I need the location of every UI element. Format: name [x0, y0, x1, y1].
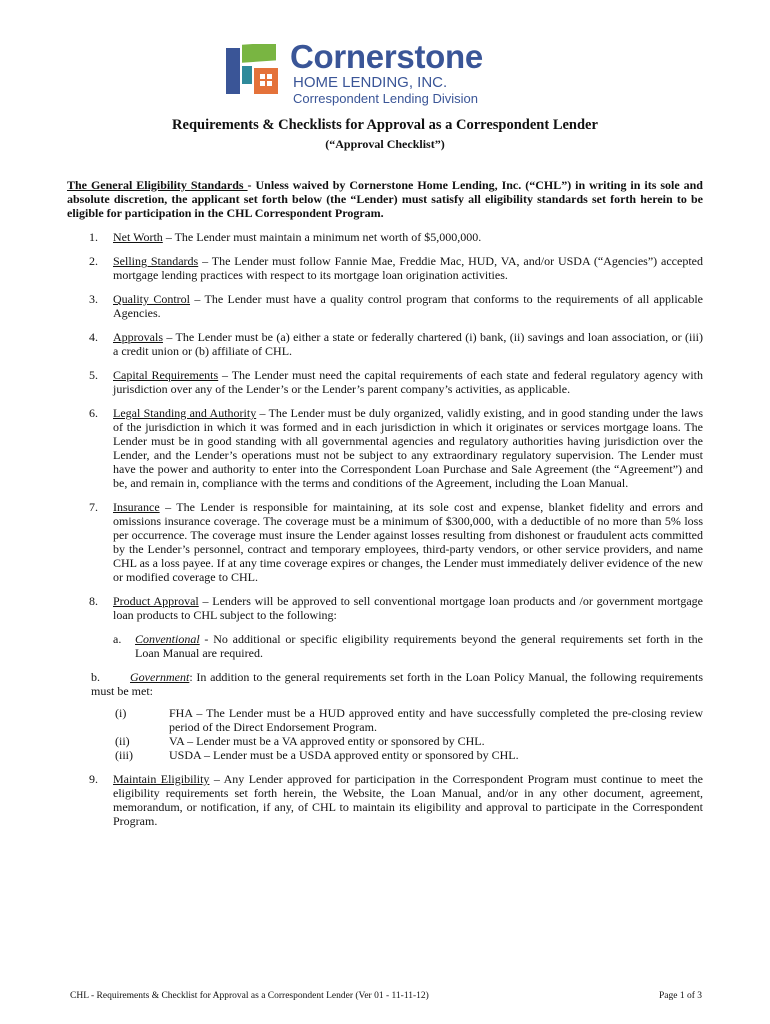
- item-number: 4.: [89, 330, 98, 344]
- requirements-list: [67, 230, 703, 828]
- list-item: [113, 734, 703, 748]
- document-title: Requirements & Checklists for Approval as a Correspondent Lender: [172, 117, 598, 133]
- product-government: [91, 670, 703, 698]
- item-number: 8.: [89, 594, 98, 608]
- item-text: – The Lender must be (a) either a state or federally chartered (i) bank, (ii) savings and loan association, or (iii) a credit union or (b) affiliate of CHL.: [113, 330, 703, 358]
- list-item: [67, 368, 703, 396]
- intro-text: - Unless waived by Cornerstone Home Lending, Inc. (“CHL”) in writing in its sole and absolute discretion, the applicant set forth below (the “Lender) must satisfy all eligibility standards set forth herein to be eligible for participation in the CHL Correspondent Program.: [67, 178, 703, 220]
- sub-text: - No additional or specific eligibility requirements beyond the general requirements set forth in the Loan Manual are required.: [135, 632, 703, 660]
- page-footer: [70, 991, 702, 1001]
- item-number: 9.: [89, 772, 98, 786]
- company-logo: [224, 40, 534, 106]
- item-text: – The Lender must maintain a minimum net worth of $5,000,000.: [162, 230, 482, 244]
- item-number: 2.: [89, 254, 98, 268]
- intro-heading: The General Eligibility Standards: [67, 178, 248, 192]
- intro-paragraph: [67, 178, 703, 220]
- item-text: – Any Lender approved for participation in the Correspondent Program must continue to meet the eligibility requirements set forth herein, the Website, the Loan Manual, and/or in any other document, agreement, memorandum, or notification, if any, of CHL to maintain its eligibility and approval to participate in the Correspondent Program.: [113, 772, 703, 828]
- logo-wordmark: [290, 40, 483, 106]
- item-number: 1.: [89, 230, 98, 244]
- list-item: [67, 292, 703, 320]
- list-item: [67, 594, 703, 762]
- product-conventional: [113, 632, 703, 660]
- government-requirements: [113, 706, 703, 762]
- roman-label: (i): [115, 706, 127, 720]
- sub-label: b.: [91, 670, 100, 684]
- item-term: Maintain Eligibility: [113, 772, 210, 786]
- sub-label: a.: [113, 632, 122, 646]
- list-item: [113, 748, 703, 762]
- logo-brand: Cornerstone: [290, 38, 483, 75]
- item-term: Product Approval: [113, 594, 199, 608]
- sub-text: : In addition to the general requirements set forth in the Loan Policy Manual, the following requirements must be met:: [91, 670, 703, 698]
- item-text: – The Lender must have a quality control program that conforms to the requirements of all applicable Agencies.: [113, 292, 703, 320]
- item-term: Capital Requirements: [113, 368, 219, 382]
- item-text: – The Lender is responsible for maintaining, at its sole cost and expense, blanket fidelity and errors and omissions insurance coverage. The coverage must be a minimum of $300,000, with a deductible of no more than 5% loss per occurrence. The coverage must insure the Lender against losses resulting from dishonest or fraudulent acts committed by the Lender’s personnel, contract and temporary employees, third-party vendors, or other service providers, and name CHL as a loss payee. If at any time coverage expires or changes, the Lender must immediately deliver evidence of the new or modified coverage to CHL.: [113, 500, 703, 584]
- document-subtitle: (“Approval Checklist”): [325, 137, 445, 151]
- sub-term: Government: [130, 670, 190, 684]
- list-item: [67, 772, 703, 828]
- footer-document-id: CHL - Requirements & Checklist for Approval as a Correspondent Lender (Ver 01 - 11-11-12): [70, 991, 429, 1001]
- item-term: Approvals: [113, 330, 163, 344]
- logo-division: Correspondent Lending Division: [293, 91, 479, 106]
- roman-label: (ii): [115, 734, 130, 748]
- item-text: – Lenders will be approved to sell conventional mortgage loan products and /or government mortgage loan products to CHL subject to the following:: [113, 594, 703, 622]
- page-number: Page 1 of 3: [658, 991, 702, 1001]
- item-term: Insurance: [113, 500, 160, 514]
- item-term: Net Worth: [113, 230, 163, 244]
- item-number: 7.: [89, 500, 98, 514]
- house-logo-icon: [224, 44, 280, 100]
- item-text: – The Lender must follow Fannie Mae, Freddie Mac, HUD, VA, and/or USDA (“Agencies”) accepted mortgage lending practices with respect to its mortgage loan origination activities.: [113, 254, 703, 282]
- list-item: [67, 330, 703, 358]
- item-text: – The Lender must need the capital requirements of each state and federal regulatory agency with jurisdiction over any of the Lender’s or the Lender’s parent company’s activities, as applicable.: [113, 368, 703, 396]
- list-item: [67, 500, 703, 584]
- sub-term: Conventional: [135, 632, 200, 646]
- logo-subtitle: HOME LENDING, INC.: [293, 74, 448, 91]
- document-body: [67, 178, 703, 838]
- item-number: 3.: [89, 292, 98, 306]
- item-term: Legal Standing and Authority: [113, 406, 257, 420]
- item-text: – The Lender must be duly organized, validly existing, and in good standing under the laws of the jurisdiction in which it was formed and in each jurisdiction in which it originates or services mortgage loans. The Lender must be in good standing with all governmental agencies and regulatory authorities having jurisdiction over the Lender, and the Lender’s operations must not be subject to any extraordinary regulatory supervision. The Lender must have the power and authority to enter into the Correspondent Loan Purchase and Sale Agreement (the “Agreement”) and be, and remain in, compliance with the terms and conditions of the Agreement, including the Loan Manual.: [113, 406, 704, 490]
- list-item: [67, 406, 703, 490]
- item-term: Selling Standards: [113, 254, 199, 268]
- list-item: [113, 706, 703, 734]
- item-term: Quality Control: [113, 292, 191, 306]
- list-item: [67, 254, 703, 282]
- item-number: 6.: [89, 406, 98, 420]
- list-item: [67, 230, 703, 244]
- roman-label: (iii): [115, 748, 133, 762]
- item-number: 5.: [89, 368, 98, 382]
- roman-text: FHA – The Lender must be a HUD approved entity and have successfully completed the pre-closing review period of the Direct Endorsement Program.: [169, 706, 703, 734]
- roman-text: VA – Lender must be a VA approved entity or sponsored by CHL.: [169, 734, 485, 748]
- roman-text: USDA – Lender must be a USDA approved entity or sponsored by CHL.: [169, 748, 519, 762]
